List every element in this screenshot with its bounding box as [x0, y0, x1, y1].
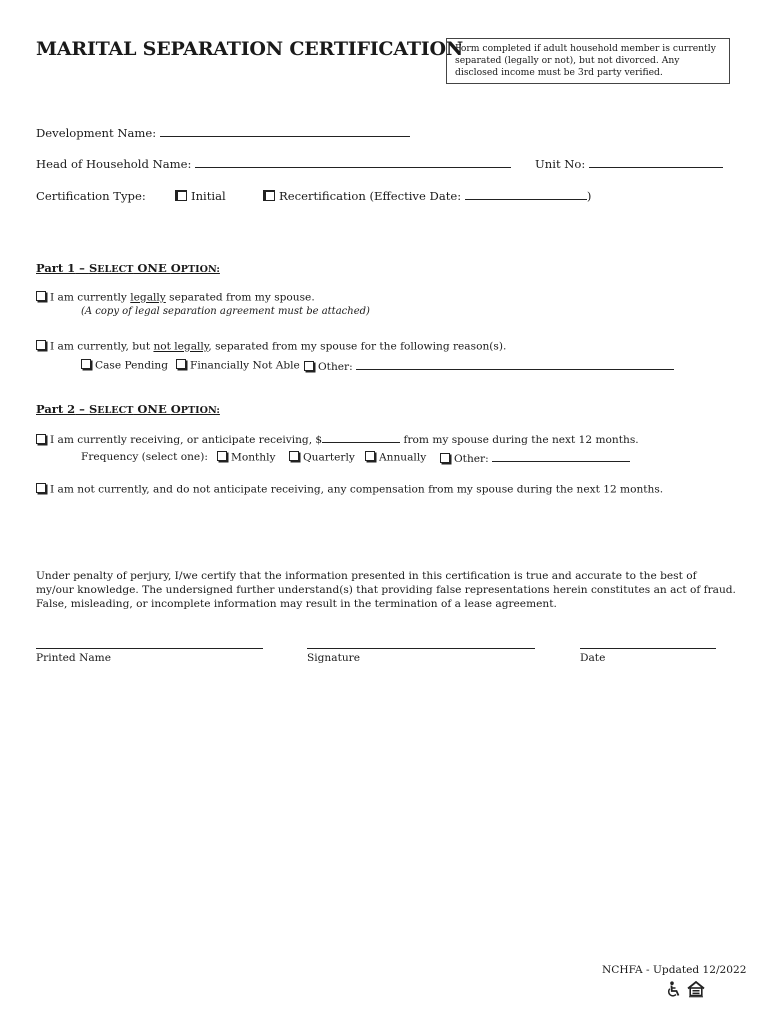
- opt2-text-post: , separated from my spouse for the following reason(s).: [208, 340, 507, 353]
- printed-name-line[interactable]: [36, 648, 263, 649]
- quarterly-label: Quarterly: [303, 451, 355, 464]
- receiving-text-post: from my spouse during the next 12 months.: [400, 434, 639, 446]
- frequency-annually[interactable]: [365, 451, 426, 464]
- initial-label: Initial: [191, 189, 226, 203]
- amount-field[interactable]: [322, 432, 400, 443]
- printed-name-label: Printed Name: [36, 652, 111, 664]
- frequency-monthly[interactable]: [217, 451, 276, 464]
- part1-heading: Part 1 – SELECT ONE OPTION:: [36, 261, 220, 275]
- not-receiving-checkbox[interactable]: [36, 483, 46, 493]
- frequency-other-label: Other:: [454, 453, 489, 465]
- opt1-text-pre: I am currently: [50, 291, 131, 304]
- recertification-checkbox[interactable]: [263, 190, 275, 201]
- frequency-other-checkbox[interactable]: [440, 453, 450, 463]
- reason-other-checkbox[interactable]: [304, 361, 314, 371]
- opt2-text-pre: I am currently, but: [50, 340, 154, 353]
- head-of-household-field[interactable]: [195, 157, 511, 168]
- part2-heading-select: ELECT: [97, 405, 134, 416]
- unit-no-label: Unit No:: [535, 157, 586, 171]
- frequency-other-field[interactable]: [492, 451, 630, 462]
- financially-not-able-label: Financially Not Able: [190, 359, 300, 372]
- footer-revision: NCHFA - Updated 12/2022: [602, 964, 747, 976]
- receiving-text-pre: I am currently receiving, or anticipate receiving, $: [50, 434, 323, 446]
- reason-other-label: Other:: [318, 361, 353, 373]
- unit-no-field[interactable]: [589, 157, 723, 168]
- footer-logos: [666, 981, 705, 1002]
- financially-not-able-checkbox[interactable]: [176, 359, 186, 369]
- part1-heading-dash: –: [75, 261, 89, 275]
- initial-checkbox[interactable]: [175, 190, 187, 201]
- part2-heading-part: Part 2: [36, 402, 76, 416]
- annually-label: Annually: [379, 451, 427, 464]
- equal-housing-opportunity-icon: [687, 981, 705, 1002]
- signature-label: Signature: [307, 652, 360, 664]
- case-pending-checkbox[interactable]: [81, 359, 91, 369]
- effective-date-field[interactable]: [465, 189, 587, 200]
- development-name-field[interactable]: [160, 126, 410, 137]
- development-name-label: Development Name:: [36, 126, 157, 140]
- part2-heading-one: ONE: [133, 402, 171, 416]
- signature-line[interactable]: [307, 648, 535, 649]
- instructions-note-box: Form completed if adult household member is currently separated (legally or not), but not divorced. Any disclosed income must be 3rd party verified.: [446, 38, 730, 84]
- certification-type-label: Certification Type:: [36, 189, 146, 203]
- part1-heading-option: OPTION:: [170, 261, 220, 275]
- wheelchair-accessibility-icon: [666, 981, 682, 1002]
- certification-statement: Under penalty of perjury, I/we certify that the information presented in this certification is true and accurate to the best of my/our knowledge. The undersigned further understand(s) that providing false representations herein constitutes an act of fraud. False, misleading, or incomplete information may result in the termination of a lease agreement.: [36, 570, 736, 610]
- annually-checkbox[interactable]: [365, 451, 375, 461]
- reason-other-field[interactable]: [356, 359, 674, 370]
- reason-case-pending[interactable]: [81, 359, 168, 372]
- part1-heading-select: ELECT: [97, 264, 134, 275]
- monthly-checkbox[interactable]: [217, 451, 227, 461]
- part2-option-not-receiving[interactable]: [36, 483, 663, 496]
- part1-heading-one: ONE: [133, 261, 171, 275]
- frequency-other[interactable]: [440, 451, 630, 465]
- opt2-text-underlined: not legally: [153, 340, 209, 353]
- part2-heading-option: OPTION:: [170, 402, 220, 416]
- reason-other[interactable]: [304, 359, 674, 373]
- quarterly-checkbox[interactable]: [289, 451, 299, 461]
- initial-option[interactable]: [175, 189, 226, 203]
- not-legally-separated-checkbox[interactable]: [36, 340, 46, 350]
- date-label: Date: [580, 652, 606, 664]
- frequency-quarterly[interactable]: [289, 451, 355, 464]
- receiving-checkbox[interactable]: [36, 434, 46, 444]
- recertification-label: Recertification (Effective Date:: [279, 189, 462, 203]
- legal-agreement-note: (A copy of legal separation agreement must be attached): [81, 306, 370, 317]
- part1-option-not-legally-separated[interactable]: [36, 340, 506, 353]
- head-of-household-row: [36, 157, 511, 171]
- opt1-text-underlined: legally: [130, 291, 166, 304]
- part2-heading-dash: –: [75, 402, 89, 416]
- reason-financially-not-able[interactable]: [176, 359, 300, 372]
- head-of-household-label: Head of Household Name:: [36, 157, 192, 171]
- part1-option-legally-separated[interactable]: [36, 291, 315, 304]
- part2-heading: Part 2 – SELECT ONE OPTION:: [36, 402, 220, 416]
- opt1-text-post: separated from my spouse.: [165, 291, 315, 304]
- recertification-close: ): [586, 189, 592, 203]
- development-name-row: [36, 126, 410, 140]
- case-pending-label: Case Pending: [95, 359, 169, 372]
- date-line[interactable]: [580, 648, 716, 649]
- unit-no-row: [535, 157, 723, 171]
- not-receiving-text: I am not currently, and do not anticipate receiving, any compensation from my spouse during the next 12 months.: [50, 483, 664, 496]
- legally-separated-checkbox[interactable]: [36, 291, 46, 301]
- monthly-label: Monthly: [231, 451, 276, 464]
- part2-option-receiving[interactable]: [36, 432, 639, 446]
- part1-heading-part: Part 1: [36, 261, 76, 275]
- frequency-label: Frequency (select one):: [81, 451, 208, 463]
- form-title: MARITAL SEPARATION CERTIFICATION: [36, 38, 464, 60]
- recertification-option[interactable]: [263, 189, 591, 203]
